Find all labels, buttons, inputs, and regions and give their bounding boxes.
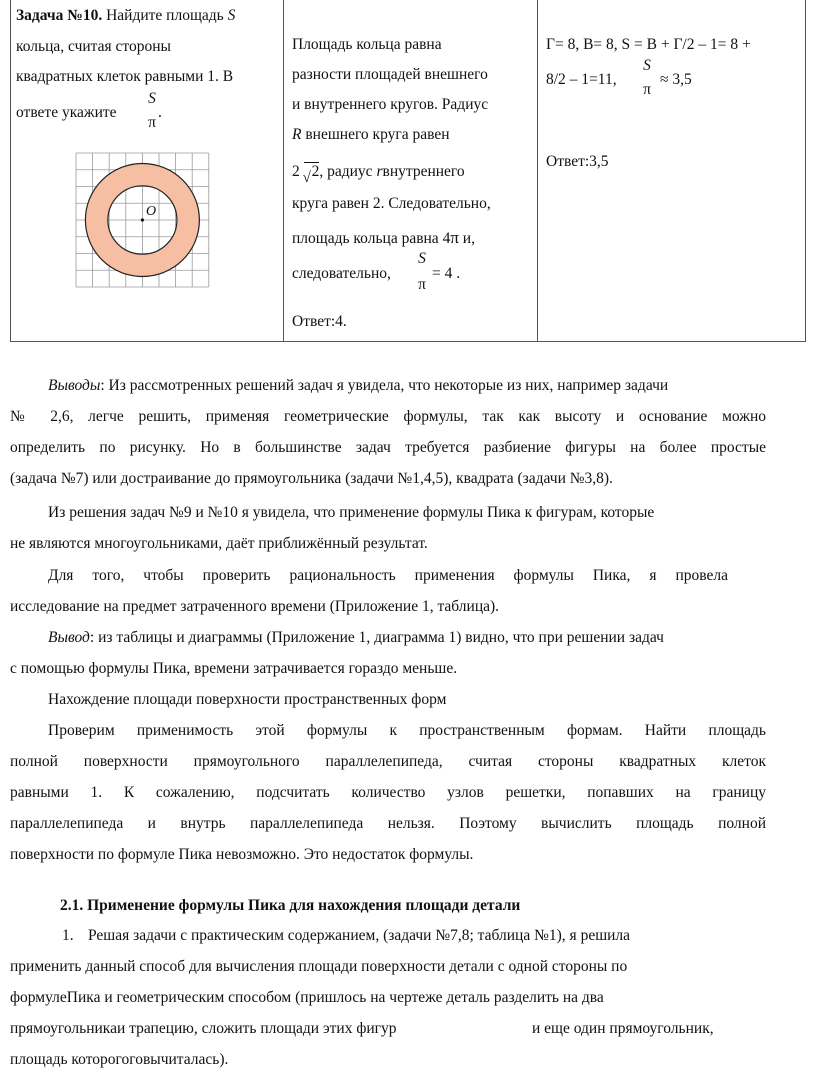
section-line1: Решая задачи с практическим содержанием, (задачи №7,8; таблица №1), я решила: [88, 927, 631, 944]
time-conclusion-line1: Вывод: из таблицы и диаграммы (Приложение 1, диаграмма 1) видно, что при решении задач: [48, 629, 664, 646]
section-heading: 2.1. Применение формулы Пика для нахождения площади детали: [60, 897, 521, 914]
fraction-period: .: [158, 104, 162, 121]
surface-paragraph-line1: Проверим применимость этой формулы к пространственным формам. Найти площадь: [48, 722, 766, 739]
solution-result: = 4 .: [432, 265, 461, 282]
list-item-number: 1.: [62, 927, 74, 944]
solution-line4: R внешнего круга равен: [292, 126, 450, 143]
task-statement-line3: квадратных клеток равными 1. В: [16, 68, 234, 85]
solution-line1: Площадь кольца равна: [292, 36, 442, 53]
time-conclusion-line2: с помощью формулы Пика, времени затрачивается гораздо меньше.: [10, 660, 458, 677]
conclusions-line3: определить по рисунку. Но в большинстве задач требуется разбиение фигуры на более простые: [10, 439, 766, 456]
surface-area-heading: Нахождение площади поверхности пространственных форм: [48, 691, 447, 708]
ring-grid-figure: [70, 150, 220, 290]
surface-paragraph-line2: полной поверхности прямоугольного параллелепипеда, считая стороны квадратных клеток: [10, 753, 766, 770]
task-statement-line4: ответе укажите: [16, 104, 117, 121]
task-statement-line1: Задача №10. Найдите площадь S: [16, 7, 236, 24]
solution-line3: и внутреннего кругов. Радиус: [292, 96, 489, 113]
surface-paragraph-line4: параллелепипеда и внутрь параллелепипеда нельзя. Поэтому вычислить площадь полной: [10, 815, 766, 832]
section-line5: площадь которогоговычиталась).: [10, 1051, 229, 1068]
pick-formula-line2: 8/2 – 1=11,: [546, 71, 617, 88]
conclusions-line2: № 2,6, легче решить, применяя геометрические формулы, так как высоту и основание можно: [10, 408, 766, 425]
surface-paragraph-line3: равными 1. К сожалению, подсчитать количество узлов решетки, попавших на границу: [10, 784, 766, 801]
solution-line6: круга равен 2. Следовательно,: [292, 195, 491, 212]
solution-answer: Ответ:4.: [292, 313, 347, 330]
section-line3: формулеПика и геометрическим способом (пришлось на чертеже деталь разделить на два: [10, 989, 604, 1006]
center-label: O: [146, 204, 157, 219]
fraction-s-over-pi-col2: S π: [418, 250, 426, 293]
pick-approx-paragraph-line2: не являются многоугольниками, даёт приближённый результат.: [10, 535, 428, 552]
solution-line7: площадь кольца равна 4π и,: [292, 228, 475, 247]
conclusions-line1: Выводы: Из рассмотренных решений задач я увидела, что некоторые из них, например задачи: [48, 377, 669, 394]
research-paragraph-line1: Для того, чтобы проверить рациональность применения формулы Пика, я провела: [48, 567, 728, 584]
section-line4b: и еще один прямоугольник,: [532, 1020, 714, 1037]
solution-line2: разности площадей внешнего: [292, 66, 488, 83]
table-divider-1: [283, 0, 284, 342]
surface-paragraph-line5: поверхности по формуле Пика невозможно. Это недостаток формулы.: [10, 846, 474, 863]
sqrt-expression: √ 2: [302, 163, 320, 186]
task-statement-line2: кольца, считая стороны: [16, 38, 171, 55]
section-line2: применить данный способ для вычисления площади поверхности детали с одной стороны по: [10, 958, 628, 975]
research-paragraph-line2: исследование на предмет затраченного времени (Приложение 1, таблица).: [10, 598, 500, 615]
pick-approx-value: ≈ 3,5: [660, 71, 692, 88]
pick-formula-line1: Г= 8, В= 8, S = В + Г/2 – 1= 8 +: [546, 36, 751, 53]
solution-line5: 2 √ 2, радиус rвнутреннего: [292, 163, 465, 186]
fraction-s-over-pi-col3: S π: [643, 57, 651, 98]
conclusions-line4: (задача №7) или достраивание до прямоугольника (задачи №1,4,5), квадрата (задачи №3,8).: [10, 470, 613, 487]
section-line4a: прямоугольникаи трапецию, сложить площади этих фигур: [10, 1020, 397, 1037]
fraction-s-over-pi-col1: S π: [148, 90, 156, 131]
table-divider-2: [537, 0, 538, 342]
pick-approx-paragraph-line1: Из решения задач №9 и №10 я увидела, что применение формулы Пика к фигурам, которые: [48, 504, 655, 521]
pick-answer: Ответ:3,5: [546, 153, 609, 170]
center-point: [141, 218, 144, 221]
solution-line8: следовательно,: [292, 265, 391, 282]
